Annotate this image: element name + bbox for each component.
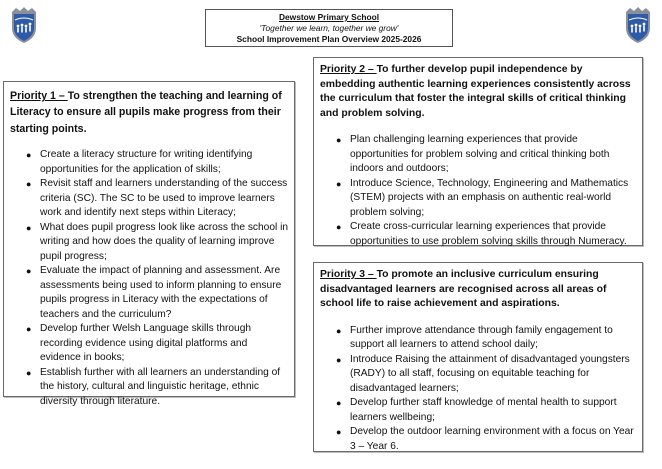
priority-3-list xyxy=(320,324,637,455)
priority-1-list xyxy=(10,148,289,409)
priority-2-label: Priority 2 – xyxy=(320,64,377,75)
plan-title: School Improvement Plan Overview 2025-2026 xyxy=(236,34,422,44)
list-item: ● Develop the outdoor learning environment with a focus on Year 3 – Year 6. xyxy=(336,426,634,452)
bullet-icon: ● xyxy=(336,178,342,189)
list-item: ● What does pupil progress look like across the school in writing and how does the quality of learning improve pupil progress; xyxy=(26,221,289,262)
bullet-icon: ● xyxy=(26,179,32,190)
bullet-icon: ● xyxy=(26,324,32,335)
school-name: Dewstow Primary School xyxy=(278,12,380,22)
list-item: ● Revisit staff and learners understanding of the success criteria (SC). The SC to be used to improve learners work and identify next steps within Literacy; xyxy=(26,178,288,219)
priority-2-list xyxy=(320,133,637,249)
bullet-icon: ● xyxy=(336,135,342,146)
priority-2-box xyxy=(313,57,643,246)
priority-3-label: Priority 3 – xyxy=(320,269,377,280)
priority-2-text: To further develop pupil independence by embedding authentic learning experiences consistently across the curriculum that foster the integral skills of critical thinking and problem solving. xyxy=(320,64,631,119)
priority-1-text: To strengthen the teaching and learning of Literacy to ensure all pupils make progress from their starting points. xyxy=(10,90,282,135)
priority-1-title xyxy=(10,88,289,137)
list-item: ● Further improve attendance through family engagement to support all learners to attend school daily; xyxy=(336,324,613,351)
bullet-icon: ● xyxy=(336,325,342,336)
priority-1-label: Priority 1 – xyxy=(10,90,68,102)
list-item: ● Establish further with all learners an understanding of the history, cultural and linguistic heritage, ethnic diversity through literature. xyxy=(26,366,281,407)
priority-3-title xyxy=(320,268,637,312)
list-item: ● Create a literacy structure for writing identifying opportunities for the application of skills; xyxy=(26,149,253,175)
list-item: ● Introduce Raising the attainment of disadvantaged youngsters (RADY) to all staff, focusing on equitable teaching for disadvantaged learners; xyxy=(336,353,630,394)
bullet-icon: ● xyxy=(26,150,32,161)
list-item: ● Develop further staff knowledge of mental health to support learners wellbeing; xyxy=(336,397,617,423)
bullet-icon: ● xyxy=(336,354,342,365)
bullet-icon: ● xyxy=(336,427,342,438)
list-item: ● Create cross-curricular learning experiences that provide opportunities to use problem solving skills through Numeracy. xyxy=(336,221,627,247)
school-logo-right xyxy=(622,6,654,44)
bullet-icon: ● xyxy=(26,367,32,378)
bullet-icon: ● xyxy=(336,398,342,409)
school-logo-left xyxy=(8,6,40,44)
bullet-icon: ● xyxy=(26,266,32,277)
list-item: ● Evaluate the impact of planning and assessment. Are assessments being used to inform planning to ensure pupils progress in Literacy with the expectations of teachers and the curriculum? xyxy=(26,265,282,320)
priority-1-box xyxy=(3,81,295,407)
document-header xyxy=(205,9,453,47)
list-item: ● Plan challenging learning experiences that provide opportunities for problem solving and critical thinking both indoors and outdoors; xyxy=(336,134,610,175)
priority-3-text: To promote an inclusive curriculum ensuring disadvantaged learners are recognised across all areas of school life to raise achievement and aspirations. xyxy=(320,269,607,310)
bullet-icon: ● xyxy=(26,222,32,233)
list-item: ● Introduce Science, Technology, Engineering and Mathematics (STEM) projects with an emphasis on authentic real-world problem solving; xyxy=(336,177,629,218)
priority-2-title xyxy=(320,63,637,121)
list-item: ● Develop further Welsh Language skills through recording evidence using digital platforms and evidence in books; xyxy=(26,323,252,364)
priority-3-box xyxy=(313,262,643,452)
school-motto: 'Together we learn, together we grow' xyxy=(259,23,399,33)
bullet-icon: ● xyxy=(336,222,342,233)
